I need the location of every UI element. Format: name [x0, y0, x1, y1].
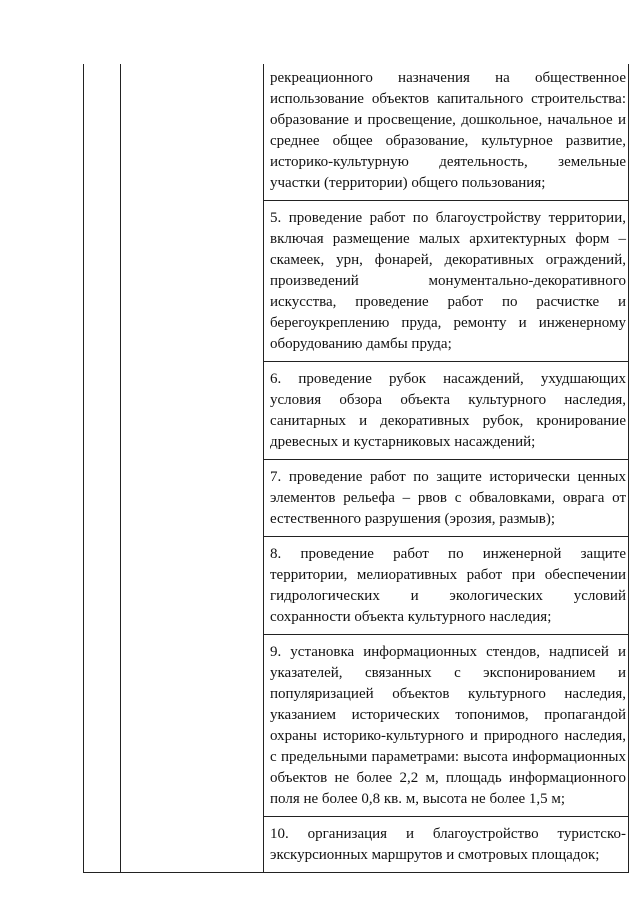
table-cell [264, 460, 629, 537]
table-cell [264, 201, 629, 362]
paragraph-item-9: 9. установка информационных стендов, надписей и указателей, связанных с экспонированием и популяризацией объектов культурного наследия, указанием исторических топонимов, пропагандой охраны историко-культурного и природного наследия, с предельными параметрами: высота информационных объектов не более 2,2 м, площадь информационного поля не более 0,8 кв. м, высота не более 1,5 м; [270, 644, 626, 807]
table-cell [264, 635, 629, 817]
paragraph-item-5: 5. проведение работ по благоустройству территории, включая размещение малых архитектурных форм – скамеек, урн, фонарей, декоративных ограждений, произведений монументально-декоративного искусства, проведение работ по расчистке и берегоукреплению пруда, ремонту и инженерному оборудованию дамбы пруда; [270, 210, 626, 352]
table-row [84, 64, 629, 201]
number-column-cell [84, 64, 121, 873]
table-cell [264, 362, 629, 460]
table-cell [264, 537, 629, 635]
paragraph-item-10: 10. организация и благоустройство туристско-экскурсионных маршрутов и смотровых площадок; [270, 826, 626, 863]
table-cell [264, 64, 629, 201]
regulations-table [83, 64, 629, 873]
paragraph-continuation: рекреационного назначения на общественное использование объектов капитального строительства: образование и просвещение, дошкольное, начальное и среднее общее образование, культурное развитие, историко-культурную деятельность, земельные участки (территории) общего пользования; [270, 70, 626, 191]
paragraph-item-6: 6. проведение рубок насаждений, ухудшающих условия обзора объекта культурного наследия, санитарных и декоративных рубок, кронирование древесных и кустарниковых насаждений; [270, 371, 626, 450]
paragraph-item-8: 8. проведение работ по инженерной защите территории, мелиоративных работ при обеспечении гидрологических и экологических условий сохранности объекта культурного наследия; [270, 546, 626, 625]
zone-column-cell [121, 64, 264, 873]
table-cell [264, 817, 629, 873]
paragraph-item-7: 7. проведение работ по защите исторически ценных элементов рельефа – рвов с обваловками, оврага от естественного разрушения (эрозия, размыв); [270, 469, 626, 527]
